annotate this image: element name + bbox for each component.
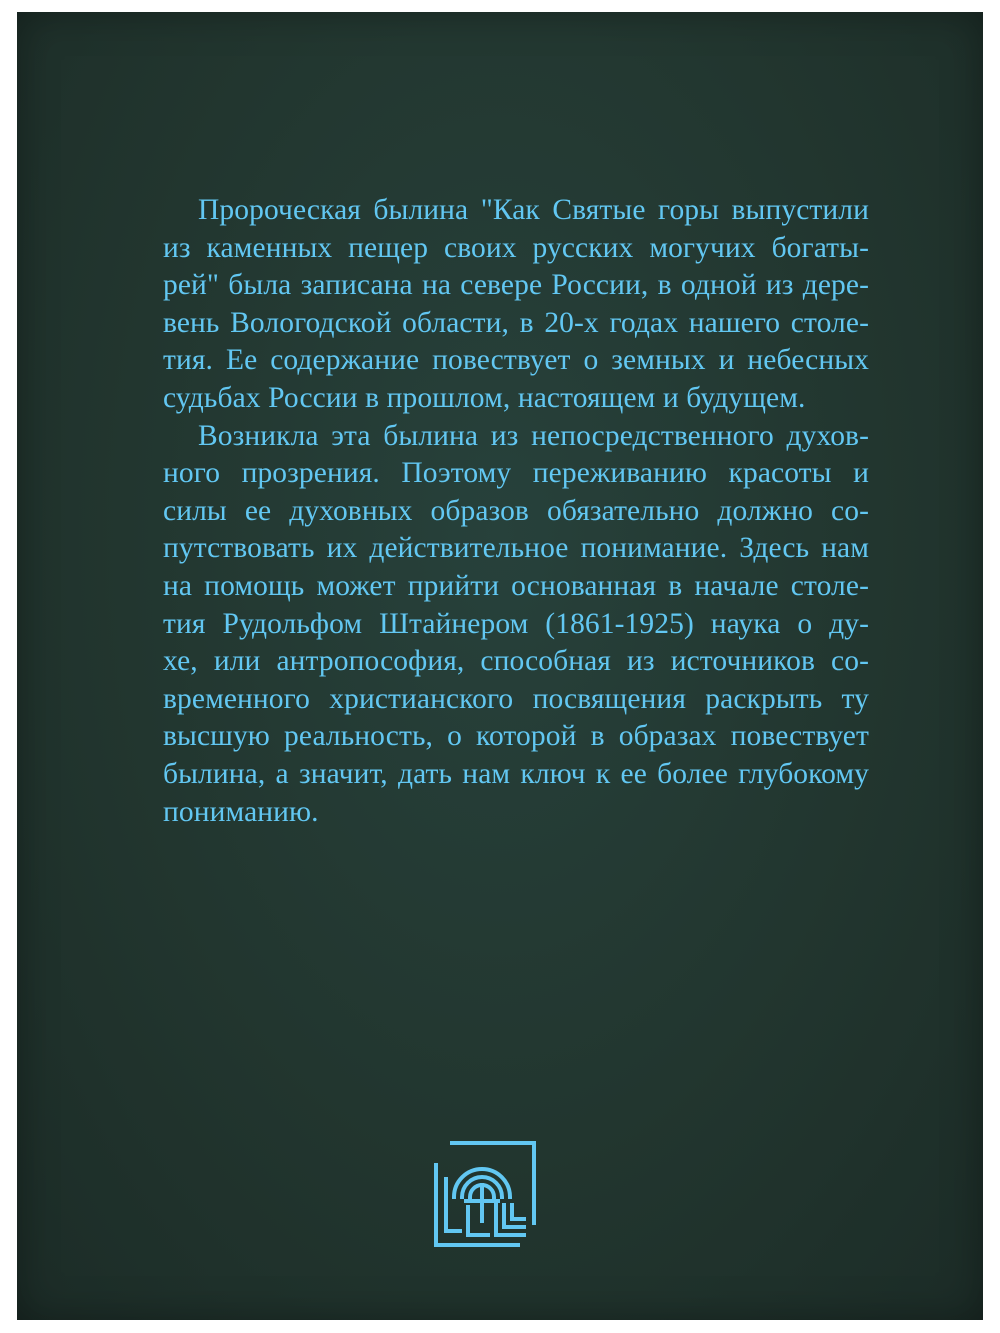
text-line: Возникла эта былина из непосредственного духов-	[198, 419, 869, 452]
text-line: на помощь может прийти основанная в начале столе-	[163, 569, 869, 602]
text-line: ного прозрения. Поэтому переживанию красоты и	[163, 457, 869, 490]
text-line: из каменных пещер своих русских могучих богаты-	[163, 231, 869, 264]
cover-blurb	[163, 192, 869, 831]
text-line: высшую реальность, о которой в образах повествует	[163, 720, 869, 753]
text-line: тия. Ее содержание повествует о земных и небесных	[163, 344, 869, 377]
text-line: пониманию.	[163, 795, 319, 828]
text-line: хе, или антропософия, способная из источников со-	[163, 645, 869, 678]
text-line: силы ее духовных образов обязательно должно со-	[163, 494, 869, 527]
text-line: былина, а значит, дать нам ключ к ее более глубокому	[163, 757, 869, 790]
text-line: тия Рудольфом Штайнером (1861-1925) наука о ду-	[163, 607, 869, 640]
text-line: вень Вологодской области, в 20-х годах нашего столе-	[163, 306, 869, 339]
paragraph-2	[163, 418, 869, 832]
text-line: рей" была записана на севере России, в одной из дере-	[163, 269, 869, 302]
text-line: Пророческая былина "Как Святые горы выпустили	[198, 194, 869, 226]
text-line: судьбах России в прошлом, настоящем и будущем.	[163, 381, 806, 414]
paragraph-1	[163, 192, 869, 418]
publisher-logo-icon	[430, 1139, 540, 1249]
text-line: путствовать их действительное понимание. Здесь нам	[163, 532, 869, 565]
book-back-cover	[17, 12, 983, 1320]
text-line: временного христианского посвящения раскрыть ту	[163, 682, 869, 715]
